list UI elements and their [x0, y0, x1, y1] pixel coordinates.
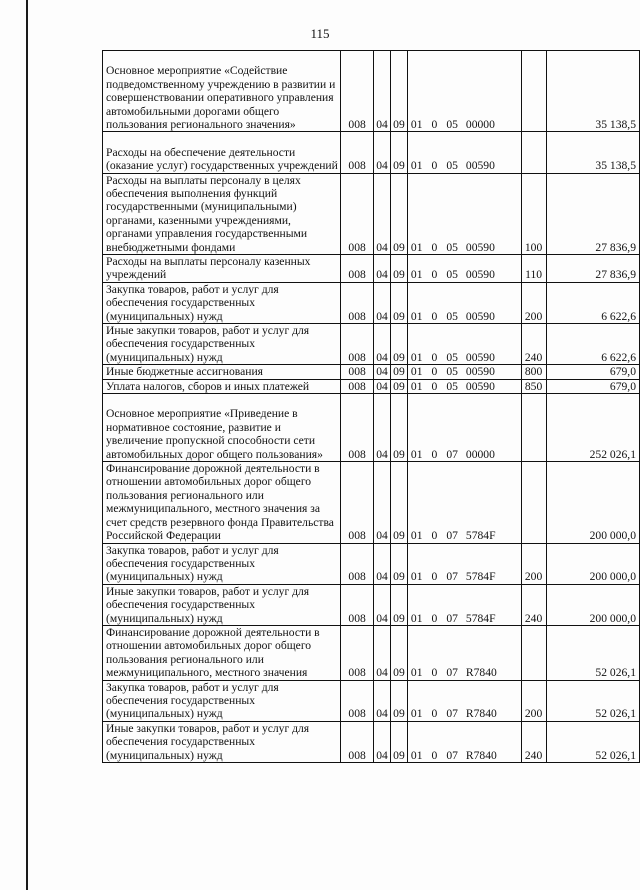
subsection-cell: 09: [390, 173, 407, 254]
table-row: [103, 365, 640, 379]
program-code-cell: [407, 365, 521, 379]
program-code-cell: [407, 51, 521, 132]
amount-cell: 52 026,1: [546, 680, 639, 721]
table-row: [103, 543, 640, 584]
program-code-part: 01: [410, 268, 423, 282]
program-code-part: 0: [431, 350, 438, 364]
program-code-part: 0: [431, 529, 438, 543]
expense-name-cell: Закупка товаров, работ и услуг для обеспечения государственных (муниципальных) нужд: [103, 282, 341, 323]
section-cell: 04: [374, 625, 391, 680]
amount-cell: 35 138,5: [546, 132, 639, 173]
amount-cell: 6 622,6: [546, 282, 639, 323]
subsection-cell: 09: [390, 625, 407, 680]
program-code-part: 07: [446, 447, 458, 461]
section-cell: 04: [374, 543, 391, 584]
program-code-part: 05: [446, 350, 458, 364]
program-code-part: 00590: [465, 365, 495, 379]
section-cell: 04: [374, 379, 391, 393]
program-code-part: 0: [431, 748, 438, 762]
ministry-code-cell: 008: [341, 462, 374, 543]
program-code-part: 0: [431, 117, 438, 131]
expense-name-cell: Иные закупки товаров, работ и услуг для обеспечения государственных (муниципальных) нужд: [103, 584, 341, 625]
program-code-cell: [407, 173, 521, 254]
amount-cell: 200 000,0: [546, 462, 639, 543]
program-code-part: 01: [410, 117, 423, 131]
ministry-code-cell: 008: [341, 721, 374, 762]
program-code-part: 05: [446, 159, 458, 173]
section-cell: 04: [374, 721, 391, 762]
subsection-cell: 09: [390, 394, 407, 462]
subsection-cell: 09: [390, 543, 407, 584]
section-cell: 04: [374, 51, 391, 132]
program-code-part: 00590: [465, 379, 495, 393]
table-row: [103, 394, 640, 462]
table-row: [103, 462, 640, 543]
program-code-part: R7840: [465, 666, 497, 680]
expense-type-cell: 200: [521, 543, 546, 584]
program-code-part: 0: [431, 379, 438, 393]
ministry-code-cell: 008: [341, 51, 374, 132]
amount-cell: 679,0: [546, 379, 639, 393]
program-code-cell: [407, 721, 521, 762]
program-code-part: 0: [431, 309, 438, 323]
section-cell: 04: [374, 255, 391, 283]
expense-name-cell: Иные закупки товаров, работ и услуг для обеспечения государственных (муниципальных) нужд: [103, 324, 341, 365]
ministry-code-cell: 008: [341, 365, 374, 379]
program-code-part: R7840: [465, 707, 497, 721]
table-row: [103, 721, 640, 762]
program-code-part: 0: [431, 447, 438, 461]
expense-name-cell: Финансирование дорожной деятельности в отношении автомобильных дорог общего пользования регионального или межмуниципального, местного значения: [103, 625, 341, 680]
amount-cell: 200 000,0: [546, 543, 639, 584]
program-code-part: 0: [431, 268, 438, 282]
subsection-cell: 09: [390, 51, 407, 132]
expense-type-cell: 200: [521, 680, 546, 721]
program-code-part: 01: [410, 240, 423, 254]
amount-cell: 35 138,5: [546, 51, 639, 132]
subsection-cell: 09: [390, 132, 407, 173]
program-code-part: 0: [431, 707, 438, 721]
program-code-part: 00590: [465, 309, 495, 323]
subsection-cell: 09: [390, 462, 407, 543]
program-code-part: 07: [446, 611, 458, 625]
expense-type-cell: 240: [521, 721, 546, 762]
program-code-cell: [407, 680, 521, 721]
program-code-cell: [407, 462, 521, 543]
subsection-cell: 09: [390, 721, 407, 762]
budget-table: [102, 50, 640, 763]
program-code-part: 01: [410, 666, 423, 680]
program-code-part: 07: [446, 570, 458, 584]
ministry-code-cell: 008: [341, 394, 374, 462]
program-code-part: 01: [410, 748, 423, 762]
table-row: [103, 51, 640, 132]
program-code-part: 0: [431, 570, 438, 584]
ministry-code-cell: 008: [341, 173, 374, 254]
section-cell: 04: [374, 584, 391, 625]
program-code-part: 0: [431, 666, 438, 680]
expense-name-cell: Закупка товаров, работ и услуг для обеспечения государственных (муниципальных) нужд: [103, 543, 341, 584]
table-row: [103, 680, 640, 721]
program-code-part: 05: [446, 240, 458, 254]
expense-type-cell: [521, 132, 546, 173]
program-code-part: 00590: [465, 350, 495, 364]
program-code-part: 05: [446, 268, 458, 282]
amount-cell: 52 026,1: [546, 625, 639, 680]
program-code-cell: [407, 543, 521, 584]
expense-name-cell: Иные закупки товаров, работ и услуг для обеспечения государственных (муниципальных) нужд: [103, 721, 341, 762]
section-cell: 04: [374, 365, 391, 379]
program-code-part: 0: [431, 240, 438, 254]
program-code-part: 00000: [465, 117, 495, 131]
program-code-part: 0: [431, 611, 438, 625]
expense-name-cell: Основное мероприятие «Содействие подведомственному учреждению в развитии и совершенствовании оперативного управления автомобильными дорогами общего пользования регионального значения»: [103, 51, 341, 132]
program-code-part: 05: [446, 379, 458, 393]
program-code-part: 5784F: [465, 529, 496, 543]
ministry-code-cell: 008: [341, 584, 374, 625]
ministry-code-cell: 008: [341, 680, 374, 721]
ministry-code-cell: 008: [341, 543, 374, 584]
program-code-cell: [407, 584, 521, 625]
section-cell: 04: [374, 394, 391, 462]
expense-type-cell: 240: [521, 584, 546, 625]
table-row: [103, 379, 640, 393]
ministry-code-cell: 008: [341, 282, 374, 323]
section-cell: 04: [374, 173, 391, 254]
ministry-code-cell: 008: [341, 379, 374, 393]
program-code-part: 01: [410, 707, 423, 721]
table-row: [103, 282, 640, 323]
ministry-code-cell: 008: [341, 132, 374, 173]
expense-name-cell: Расходы на выплаты персоналу казенных учреждений: [103, 255, 341, 283]
ministry-code-cell: 008: [341, 625, 374, 680]
program-code-part: 07: [446, 666, 458, 680]
section-cell: 04: [374, 680, 391, 721]
program-code-part: 07: [446, 748, 458, 762]
subsection-cell: 09: [390, 324, 407, 365]
amount-cell: 27 836,9: [546, 255, 639, 283]
table-row: [103, 584, 640, 625]
expense-name-cell: Расходы на обеспечение деятельности (оказание услуг) государственных учреждений: [103, 132, 341, 173]
section-cell: 04: [374, 324, 391, 365]
program-code-cell: [407, 255, 521, 283]
table-body: [103, 51, 640, 763]
expense-type-cell: [521, 625, 546, 680]
table-row: [103, 324, 640, 365]
expense-name-cell: Расходы на выплаты персоналу в целях обеспечения выполнения функций государственными (муниципальными) органами, казенными учреждениями, органами управления государственными внебюджетными фондами: [103, 173, 341, 254]
program-code-part: 5784F: [465, 611, 496, 625]
program-code-part: 0: [431, 159, 438, 173]
expense-type-cell: 110: [521, 255, 546, 283]
section-cell: 04: [374, 132, 391, 173]
program-code-part: 00590: [465, 240, 495, 254]
program-code-part: 01: [410, 159, 423, 173]
program-code-cell: [407, 625, 521, 680]
ministry-code-cell: 008: [341, 324, 374, 365]
expense-type-cell: 800: [521, 365, 546, 379]
program-code-part: 07: [446, 529, 458, 543]
program-code-part: 01: [410, 350, 423, 364]
table-row: [103, 255, 640, 283]
amount-cell: 27 836,9: [546, 173, 639, 254]
subsection-cell: 09: [390, 379, 407, 393]
expense-type-cell: [521, 462, 546, 543]
program-code-part: 05: [446, 117, 458, 131]
program-code-part: 05: [446, 309, 458, 323]
amount-cell: 252 026,1: [546, 394, 639, 462]
scan-edge-line: [26, 0, 28, 890]
program-code-cell: [407, 379, 521, 393]
expense-name-cell: Закупка товаров, работ и услуг для обеспечения государственных (муниципальных) нужд: [103, 680, 341, 721]
subsection-cell: 09: [390, 365, 407, 379]
section-cell: 04: [374, 282, 391, 323]
expense-type-cell: 850: [521, 379, 546, 393]
amount-cell: 679,0: [546, 365, 639, 379]
program-code-part: 01: [410, 611, 423, 625]
expense-name-cell: Основное мероприятие «Приведение в нормативное состояние, развитие и увеличение пропускной способности сети автомобильных дорог общего пользования»: [103, 394, 341, 462]
expense-type-cell: [521, 51, 546, 132]
subsection-cell: 09: [390, 584, 407, 625]
program-code-cell: [407, 282, 521, 323]
program-code-part: 01: [410, 570, 423, 584]
subsection-cell: 09: [390, 680, 407, 721]
expense-type-cell: 200: [521, 282, 546, 323]
subsection-cell: 09: [390, 282, 407, 323]
program-code-part: 00590: [465, 268, 495, 282]
program-code-part: 01: [410, 309, 423, 323]
expense-type-cell: 240: [521, 324, 546, 365]
table-row: [103, 625, 640, 680]
ministry-code-cell: 008: [341, 255, 374, 283]
section-cell: 04: [374, 462, 391, 543]
expense-name-cell: Иные бюджетные ассигнования: [103, 365, 341, 379]
expense-type-cell: [521, 394, 546, 462]
amount-cell: 200 000,0: [546, 584, 639, 625]
program-code-part: R7840: [465, 748, 497, 762]
subsection-cell: 09: [390, 255, 407, 283]
program-code-part: 07: [446, 707, 458, 721]
program-code-part: 01: [410, 365, 423, 379]
table-row: [103, 132, 640, 173]
program-code-part: 01: [410, 529, 423, 543]
program-code-part: 01: [410, 379, 423, 393]
program-code-part: 05: [446, 365, 458, 379]
program-code-part: 5784F: [465, 570, 496, 584]
program-code-cell: [407, 394, 521, 462]
page-number: 115: [310, 26, 330, 41]
program-code-part: 01: [410, 447, 423, 461]
program-code-part: 00000: [465, 447, 495, 461]
program-code-part: 00590: [465, 159, 495, 173]
amount-cell: 52 026,1: [546, 721, 639, 762]
expense-name-cell: Уплата налогов, сборов и иных платежей: [103, 379, 341, 393]
expense-name-cell: Финансирование дорожной деятельности в отношении автомобильных дорог общего пользования регионального или межмуниципального, местного значения за счет средств резервного фонда Правительства Российской Федерации: [103, 462, 341, 543]
program-code-cell: [407, 324, 521, 365]
program-code-part: 0: [431, 365, 438, 379]
table-row: [103, 173, 640, 254]
amount-cell: 6 622,6: [546, 324, 639, 365]
expense-type-cell: 100: [521, 173, 546, 254]
program-code-cell: [407, 132, 521, 173]
